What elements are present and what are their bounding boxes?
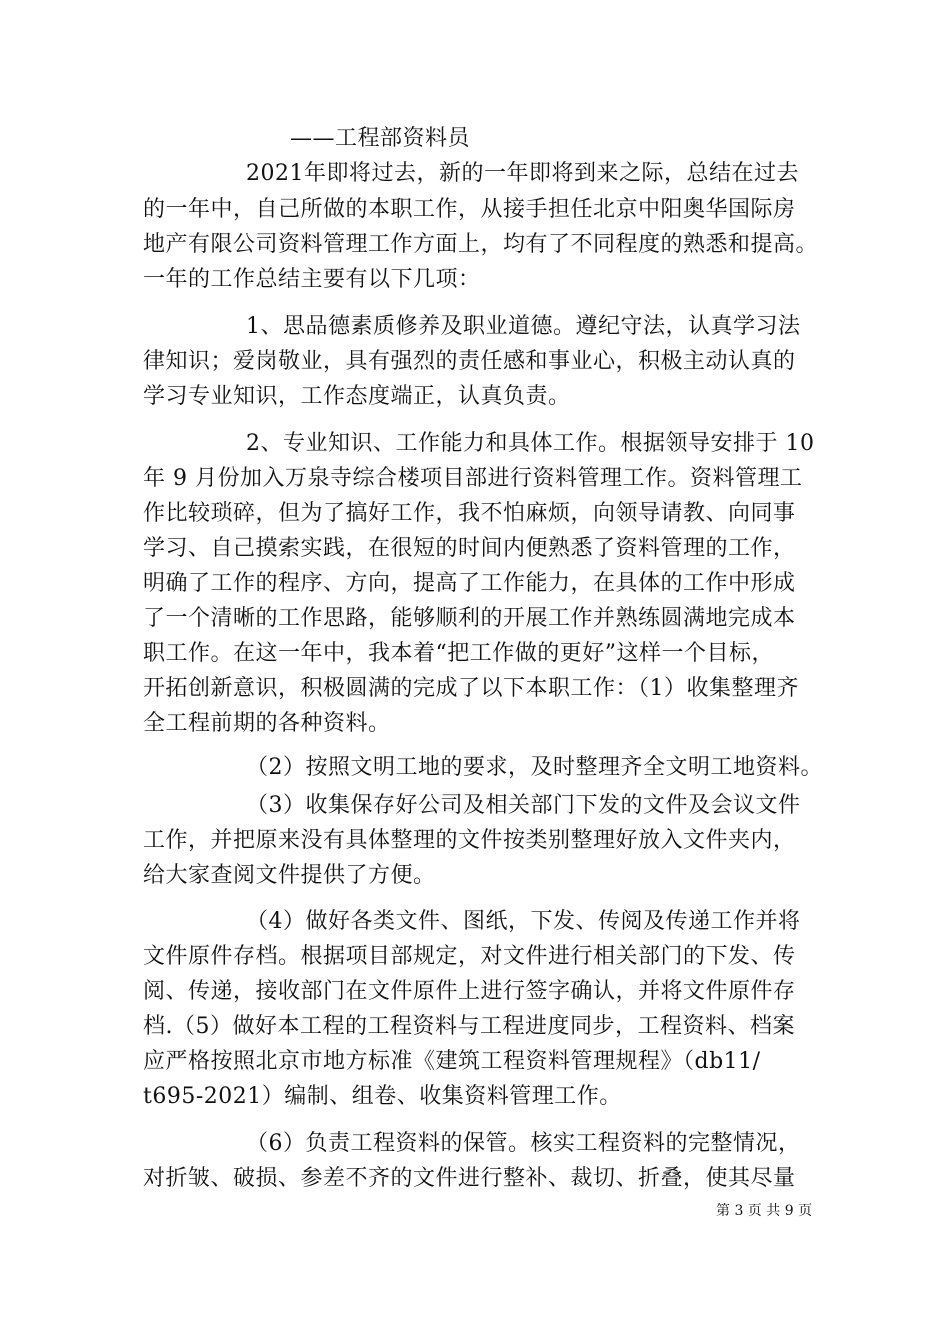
paragraph-line: 2、专业知识、工作能力和具体工作。根据领导安排于 10 bbox=[246, 431, 815, 456]
paragraph-line: （3）收集保存好公司及相关部门下发的文件及会议文件 bbox=[246, 793, 801, 818]
page-number-footer: 第 3 页 共 9 页 bbox=[716, 1203, 813, 1219]
paragraph-line: 年 9 月份加入万泉寺综合楼项目部进行资料管理工作。资料管理工 bbox=[143, 466, 803, 491]
paragraph-line: 一年的工作总结主要有以下几项： bbox=[143, 267, 481, 292]
paragraph-line: （4）做好各类文件、图纸，下发、传阅及传递工作并将 bbox=[246, 909, 801, 934]
paragraph-line: 地产有限公司资料管理工作方面上，均有了不同程度的熟悉和提高。 bbox=[143, 232, 819, 257]
paragraph-line: 律知识；爱岗敬业，具有强烈的责任感和事业心，积极主动认真的 bbox=[143, 349, 796, 374]
paragraph-line: （6）负责工程资料的保管。核实工程资料的完整情况， bbox=[246, 1131, 801, 1156]
paragraph-line: 给大家查阅文件提供了方便。 bbox=[143, 863, 436, 888]
paragraph-line: 应严格按照北京市地方标准《建筑工程资料管理规程》（db11/ bbox=[143, 1049, 761, 1074]
paragraph-line: 工作，并把原来没有具体整理的文件按类别整理好放入文件夹内， bbox=[143, 828, 796, 853]
paragraph-line: 全工程前期的各种资料。 bbox=[143, 711, 391, 736]
document-title: ——工程部资料员 bbox=[290, 126, 471, 151]
paragraph-line: 开拓创新意识，积极圆满的完成了以下本职工作：（1）收集整理齐 bbox=[143, 676, 799, 701]
paragraph-line: 2021年即将过去，新的一年即将到来之际，总结在过去 bbox=[246, 161, 799, 186]
paragraph-line: 文件原件存档。根据项目部规定，对文件进行相关部门的下发、传 bbox=[143, 944, 796, 969]
paragraph-line: 职工作。在这一年中，我本着“把工作做的更好”这样一个目标， bbox=[143, 641, 774, 666]
paragraph-line: t695-2021）编制、组卷、收集资料管理工作。 bbox=[143, 1084, 622, 1109]
paragraph-line: 阅、传递，接收部门在文件原件上进行签字确认，并将文件原件存 bbox=[143, 979, 796, 1004]
paragraph-line: 的一年中，自己所做的本职工作，从接手担任北京中阳奥华国际房 bbox=[143, 197, 796, 222]
paragraph-line: 档.（5）做好本工程的工程资料与工程进度同步，工程资料、档案 bbox=[143, 1014, 795, 1039]
paragraph-line: 学习专业知识，工作态度端正，认真负责。 bbox=[143, 384, 571, 409]
paragraph-line: 学习、自己摸索实践，在很短的时间内便熟悉了资料管理的工作， bbox=[143, 536, 796, 561]
paragraph-line: 1、思品德素质修养及职业道德。遵纪守法，认真学习法 bbox=[246, 314, 801, 339]
paragraph-line: 明确了工作的程序、方向，提高了工作能力，在具体的工作中形成 bbox=[143, 571, 796, 596]
paragraph-line: （2）按照文明工地的要求，及时整理齐全文明工地资料。 bbox=[246, 755, 823, 780]
paragraph-line: 作比较琐碎，但为了搞好工作，我不怕麻烦，向领导请教、向同事 bbox=[143, 501, 796, 526]
paragraph-line: 了一个清晰的工作思路，能够顺利的开展工作并熟练圆满地完成本 bbox=[143, 606, 796, 631]
paragraph-line: 对折皱、破损、参差不齐的文件进行整补、裁切、折叠，使其尽量 bbox=[143, 1166, 796, 1191]
